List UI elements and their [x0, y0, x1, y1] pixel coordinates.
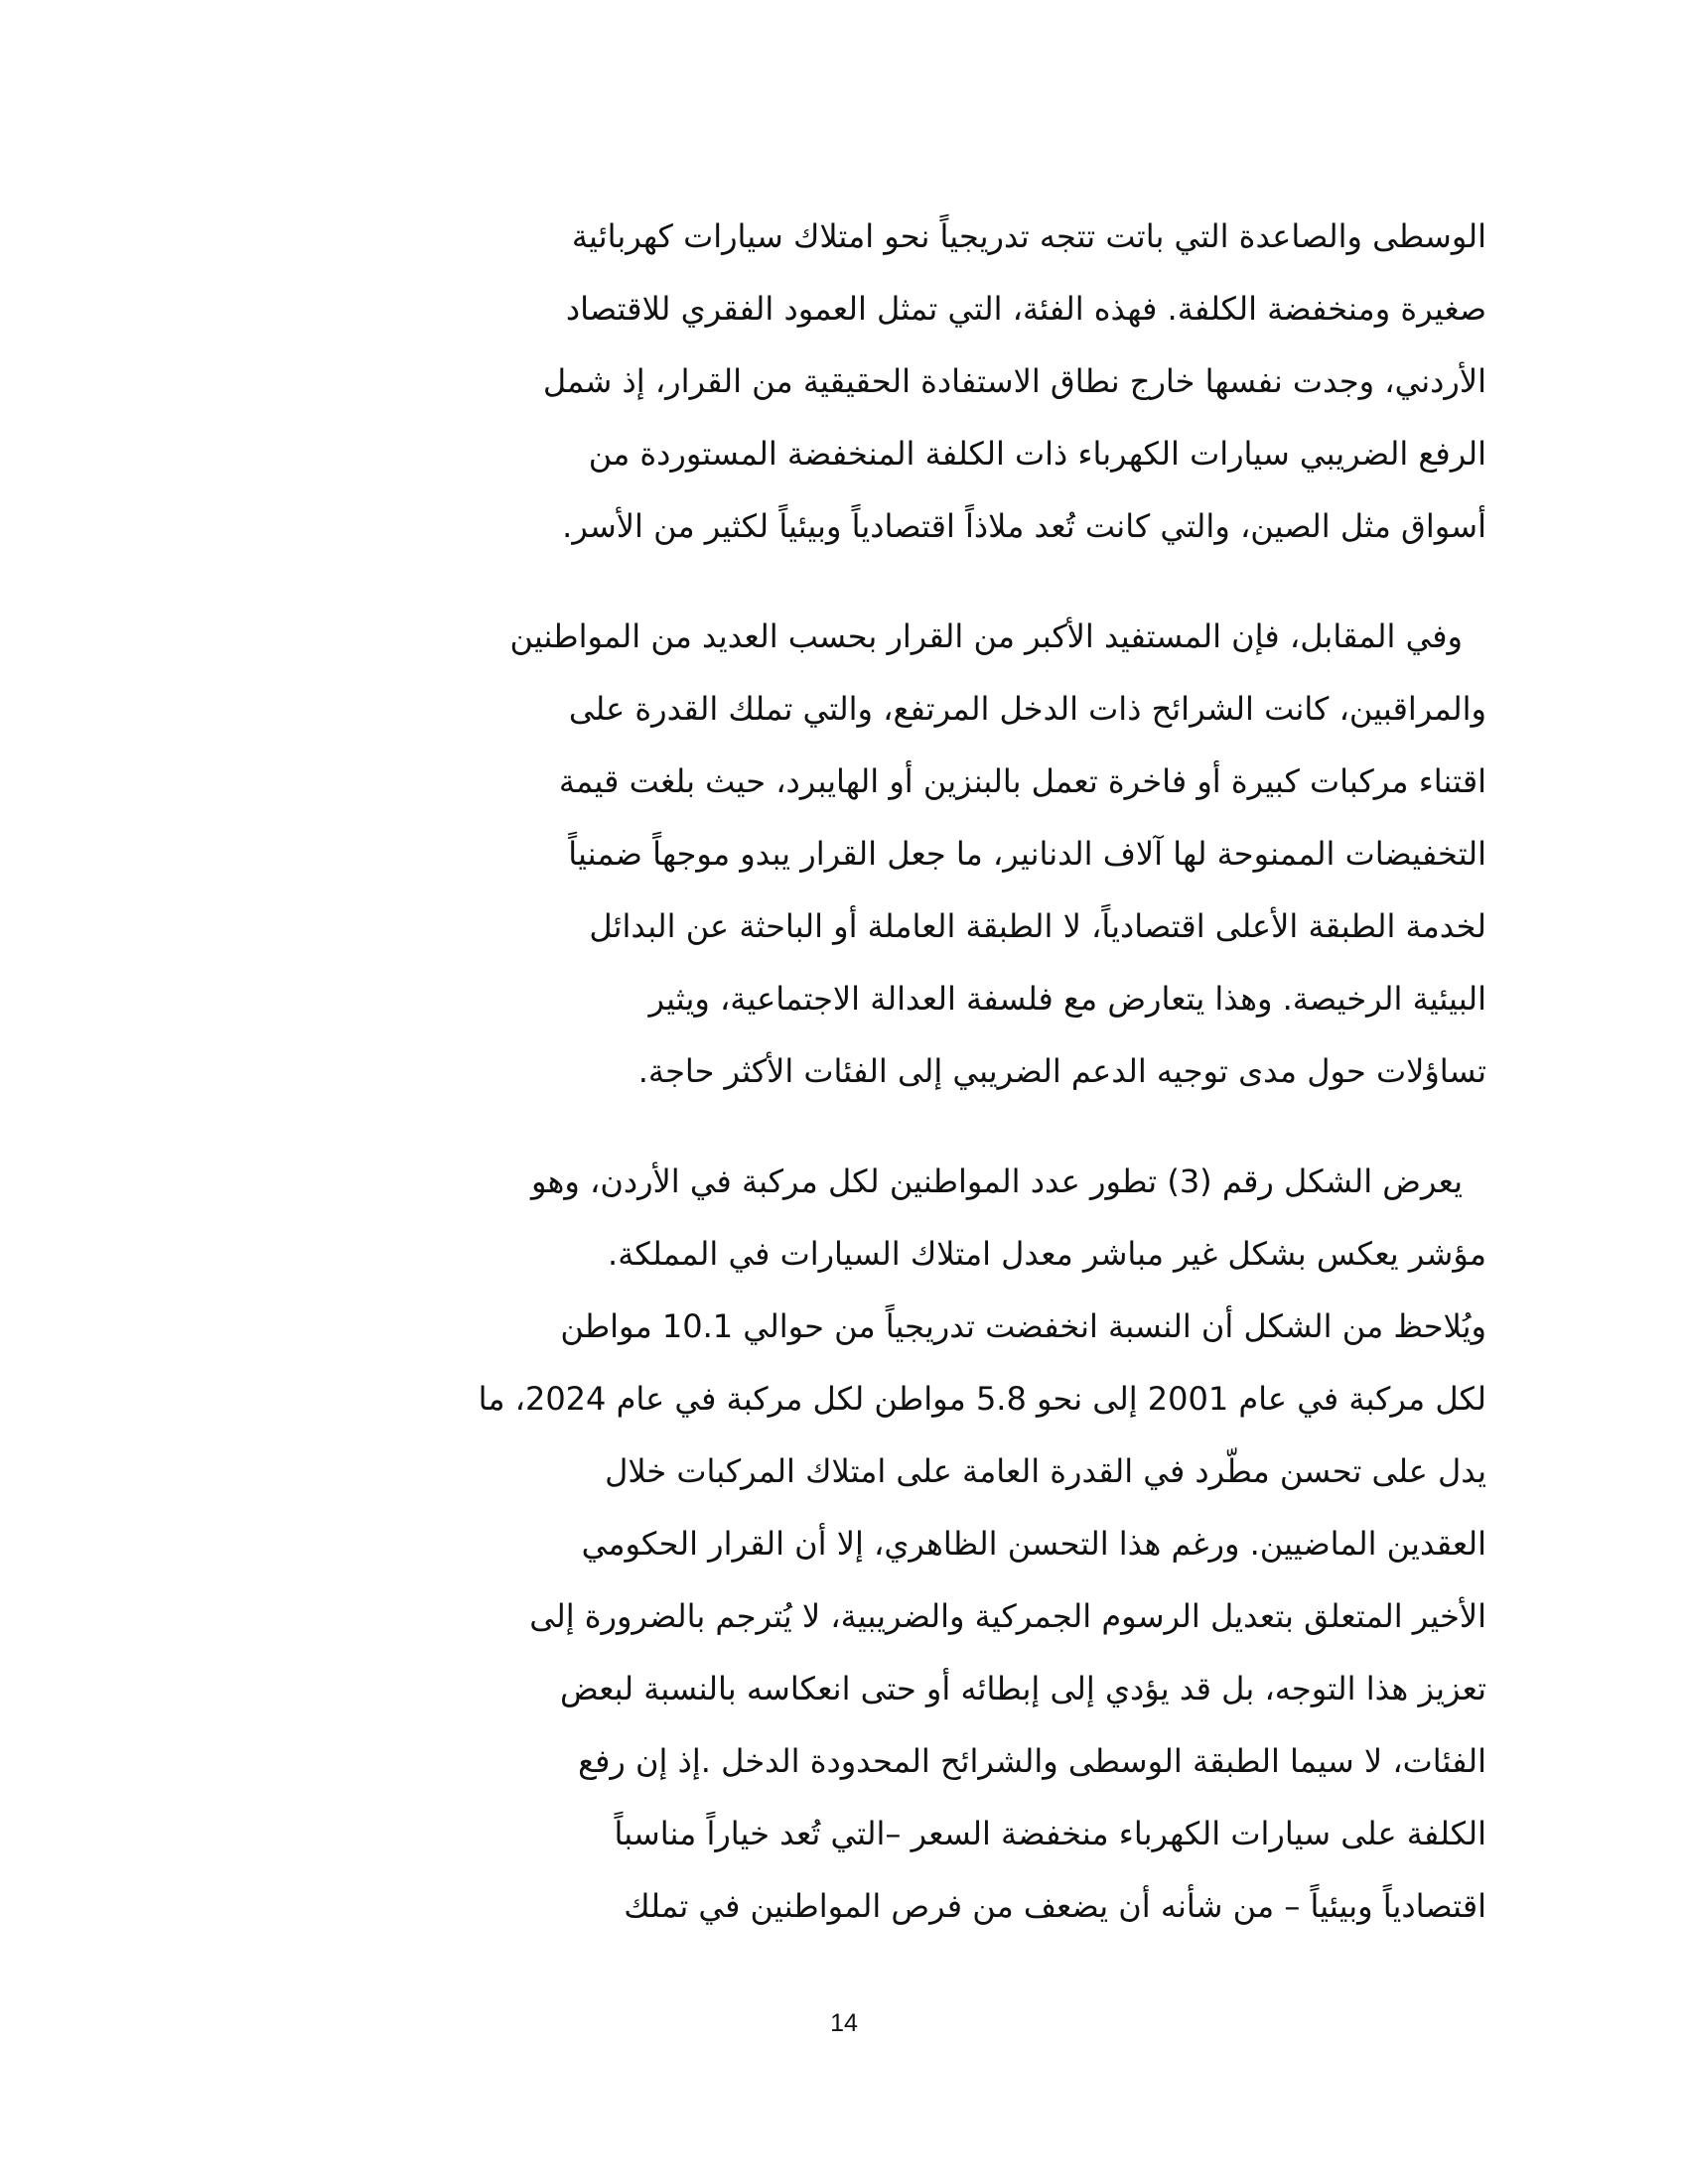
paragraph-line: لكل مركبة في عام 2001 إلى نحو 5.8 مواطن لكل مركبة في عام 2024، ما: [478, 1380, 1486, 1418]
paragraph-line: لخدمة الطبقة الأعلى اقتصادياً، لا الطبقة العاملة أو الباحثة عن البدائل: [589, 907, 1486, 945]
paragraph-line: والمراقبين، كانت الشرائح ذات الدخل المرتفع، والتي تملك القدرة على: [568, 690, 1486, 728]
paragraph-line: تعزيز هذا التوجه، بل قد يؤدي إلى إبطائه أو حتى انعكاسه بالنسبة لبعض: [560, 1670, 1486, 1707]
paragraph-line: الرفع الضريبي سيارات الكهرباء ذات الكلفة المنخفضة المستوردة من: [588, 435, 1486, 473]
body-text: [201, 0, 1486, 1985]
paragraph-line: اقتصادياً وبيئياً – من شأنه أن يضعف من فرص المواطنين في تملك: [624, 1887, 1486, 1925]
paragraph-line: ويُلاحظ من الشكل أن النسبة انخفضت تدريجياً من حوالي 10.1 مواطن: [560, 1307, 1486, 1345]
paragraph-line: الوسطى والصاعدة التي باتت تتجه تدريجياً نحو امتلاك سيارات كهربائية: [571, 217, 1486, 255]
paragraph-line: صغيرة ومنخفضة الكلفة. فهذه الفئة، التي تمثل العمود الفقري للاقتصاد: [565, 290, 1486, 328]
paragraph-line: الفئات، لا سيما الطبقة الوسطى والشرائح المحدودة الدخل .إذ إن رفع: [578, 1742, 1486, 1780]
paragraph-line: البيئية الرخيصة. وهذا يتعارض مع فلسفة العدالة الاجتماعية، ويثير: [648, 980, 1486, 1018]
paragraph-line: الأخير المتعلق بتعديل الرسوم الجمركية والضريبية، لا يُترجم بالضرورة إلى: [529, 1597, 1486, 1635]
page-number: 14: [830, 2009, 858, 2037]
paragraph-line: التخفيضات الممنوحة لها آلاف الدنانير، ما جعل القرار يبدو موجهاً ضمنياً: [568, 835, 1486, 873]
paragraph-line: وفي المقابل، فإن المستفيد الأكبر من القرار بحسب العديد من المواطنين: [509, 617, 1463, 655]
paragraph-line: يدل على تحسن مطّرد في القدرة العامة على امتلاك المركبات خلال: [605, 1452, 1486, 1490]
paragraph-line: الأردني، وجدت نفسها خارج نطاق الاستفادة الحقيقية من القرار، إذ شمل: [542, 362, 1486, 400]
paragraph-line: الكلفة على سيارات الكهرباء منخفضة السعر –التي تُعد خياراً مناسباً: [614, 1815, 1486, 1852]
paragraph-line: تساؤلات حول مدى توجيه الدعم الضريبي إلى الفئات الأكثر حاجة.: [637, 1052, 1486, 1090]
paragraph-line: مؤشر يعكس بشكل غير مباشر معدل امتلاك السيارات في المملكة.: [608, 1235, 1486, 1273]
paragraph-line: يعرض الشكل رقم (3) تطور عدد المواطنين لكل مركبة في الأردن، وهو: [530, 1162, 1463, 1200]
paragraph-line: أسواق مثل الصين، والتي كانت تُعد ملاذاً اقتصادياً وبيئياً لكثير من الأسر.: [562, 507, 1486, 545]
paragraph-line: العقدين الماضيين. ورغم هذا التحسن الظاهري، إلا أن القرار الحكومي: [581, 1525, 1486, 1563]
paragraph-line: اقتناء مركبات كبيرة أو فاخرة تعمل بالبنزين أو الهايبرد، حيث بلغت قيمة: [558, 762, 1486, 800]
